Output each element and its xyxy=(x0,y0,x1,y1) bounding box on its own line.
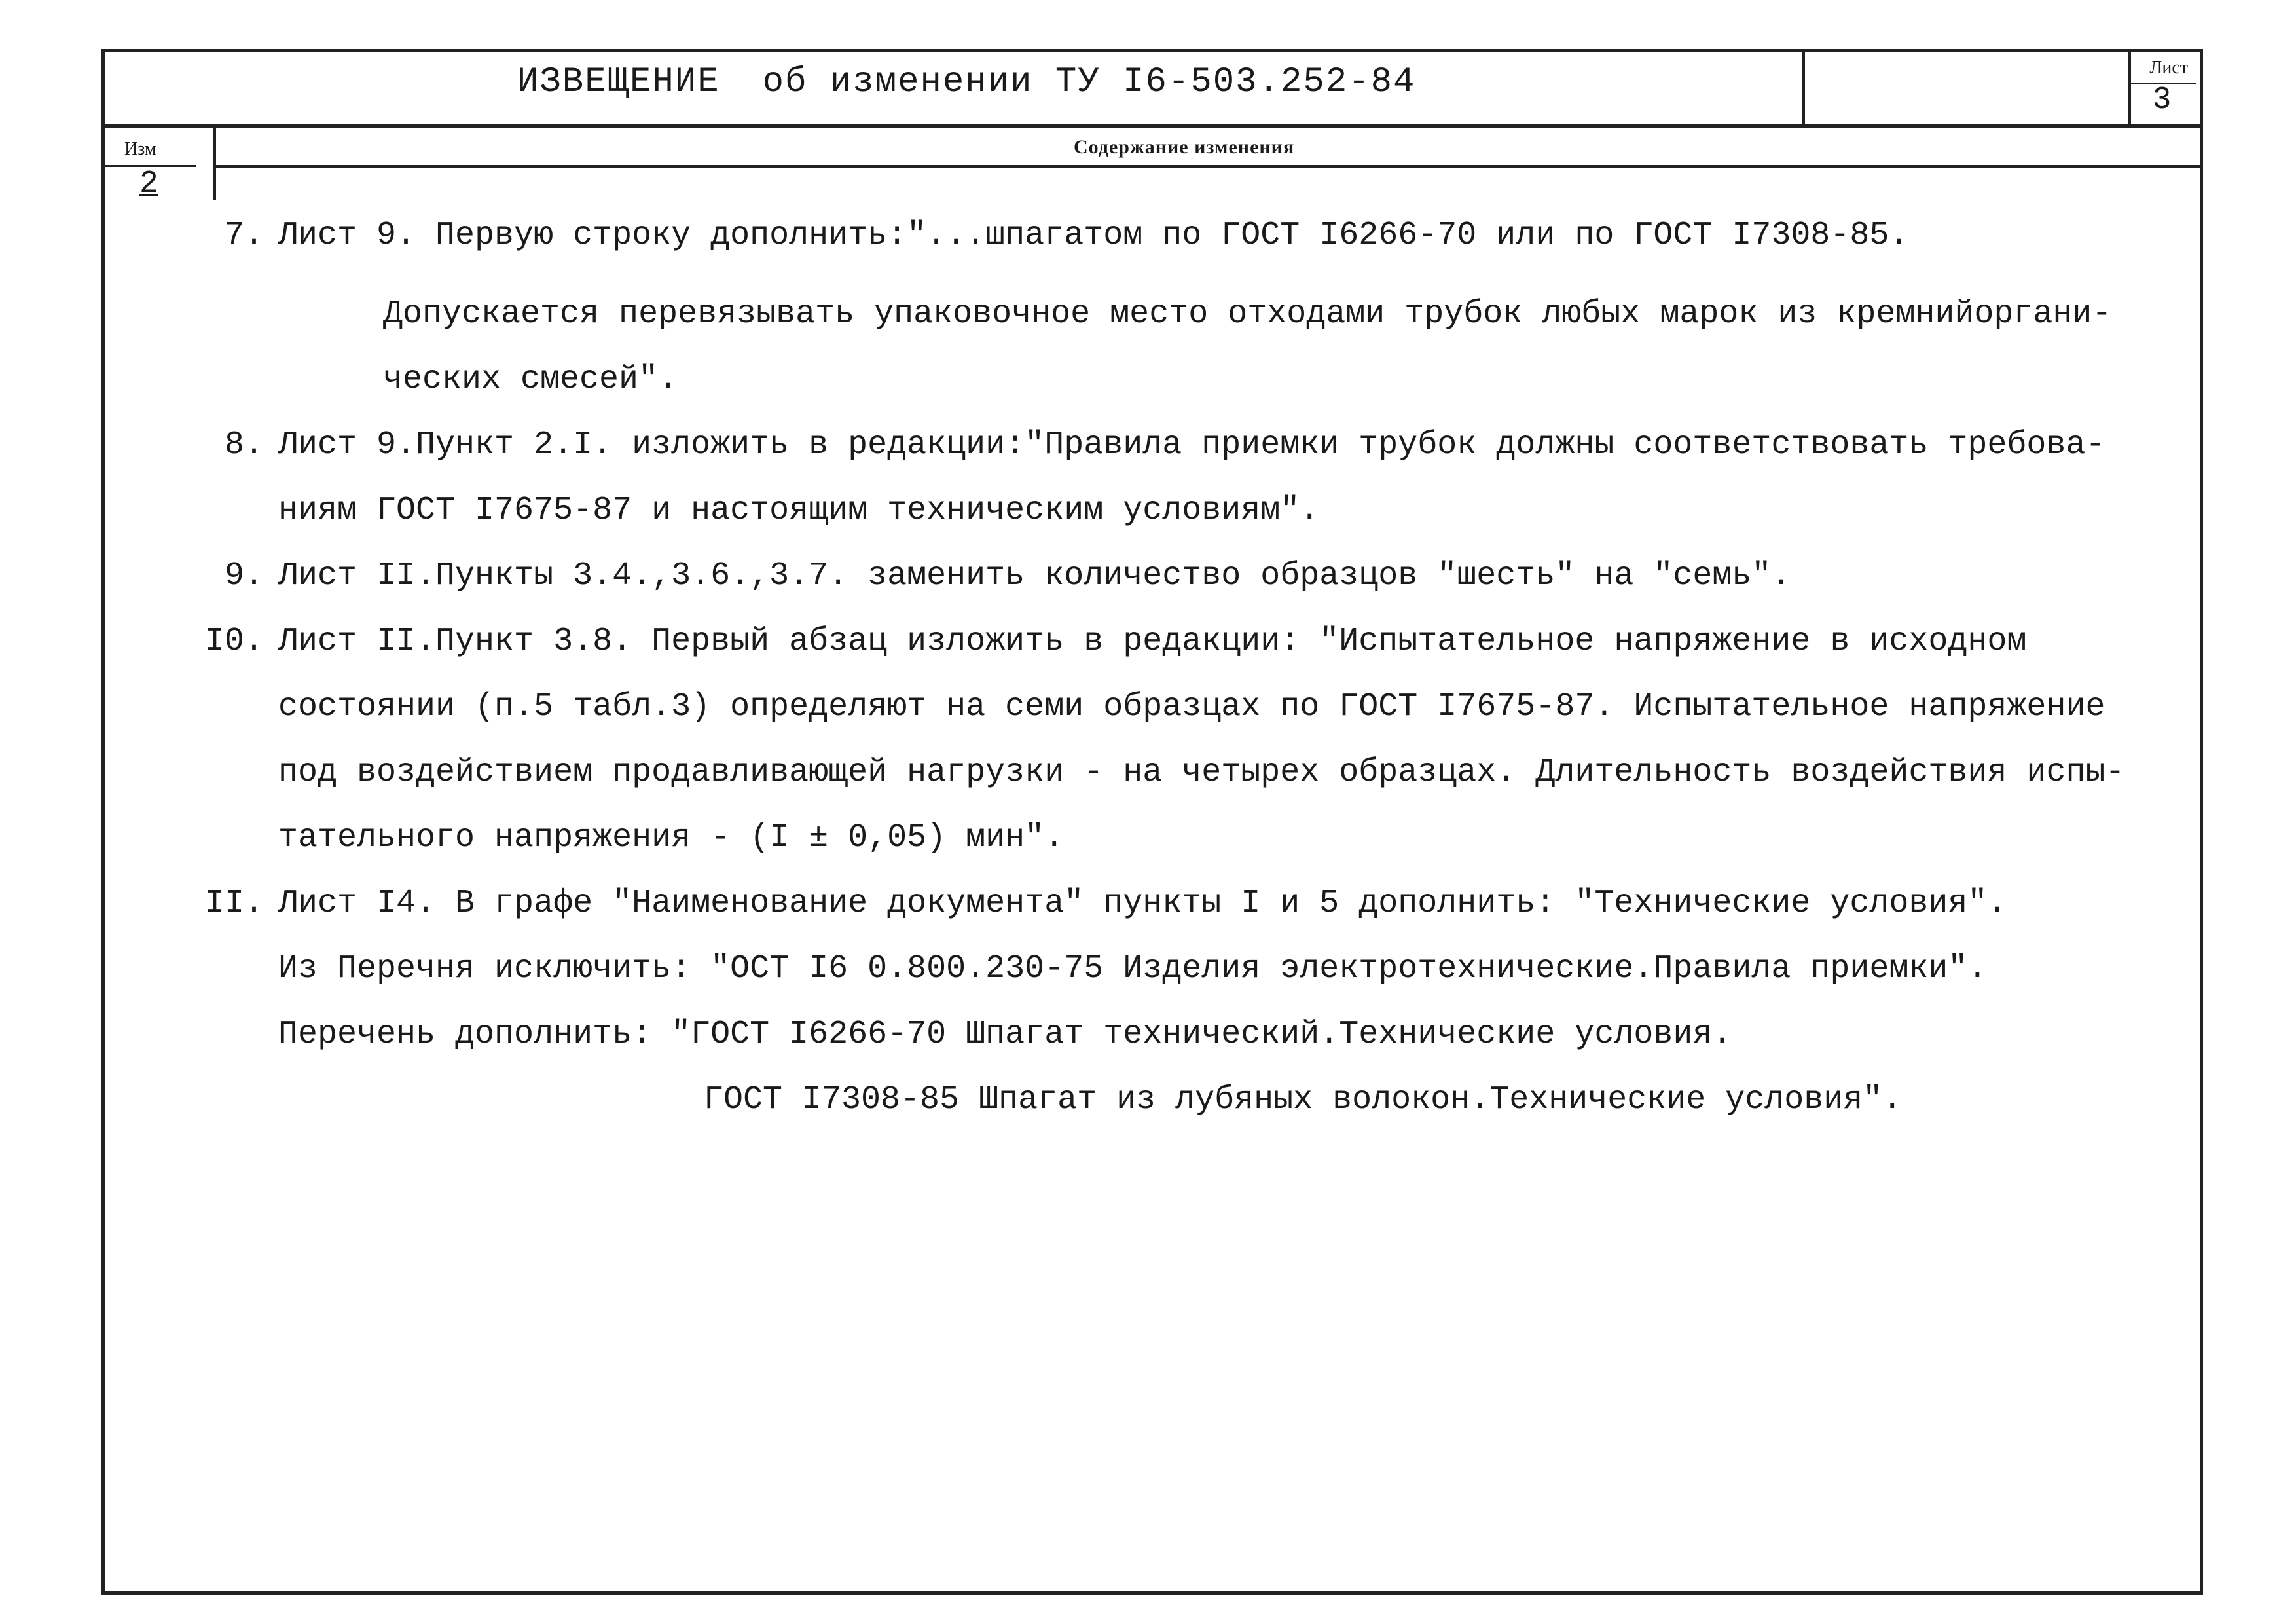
item-number: 7. xyxy=(224,217,264,254)
content-header-divider xyxy=(213,165,2200,168)
sheet-label: Лист xyxy=(2149,58,2188,78)
item-line: Лист 9.Пункт 2.I. изложить в редакции:"Правила приемки трубок должны соответствовать требова- xyxy=(278,426,2105,464)
sheet-number: 3 xyxy=(2152,83,2172,118)
change-item-11-continuation xyxy=(704,1067,1902,1133)
item-line: Лист II.Пункт 3.8. Первый абзац изложить в редакции: "Испытательное напряжение в исходном xyxy=(278,623,2027,660)
item-line: Лист II.Пункты 3.4.,3.6.,3.7. заменить количество образцов "шесть" на "семь". xyxy=(278,557,1791,595)
title-notice: ИЗВЕЩЕНИЕ xyxy=(517,62,720,102)
item-number: II. xyxy=(204,885,264,922)
title-cell-divider xyxy=(1802,52,1805,124)
revision-label: Изм xyxy=(124,139,156,159)
revision-cell-divider xyxy=(213,128,216,200)
item-line: Перечень дополнить: "ГОСТ I6266-70 Шпагат технический.Технические условия. xyxy=(278,1016,1732,1053)
header-divider xyxy=(101,124,2200,128)
change-item-11 xyxy=(204,871,2007,1067)
item-line: Лист I4. В графе "Наименование документа" пункты I и 5 дополнить: "Технические условия". xyxy=(278,885,2007,922)
sheet-cell-divider xyxy=(2128,52,2131,124)
item-line: Из Перечня исключить: "ОСТ I6 0.800.230-75 Изделия электротехнические.Правила приемки". xyxy=(278,950,1988,987)
item-line: под воздействием продавливающей нагрузки - на четырех образцах. Длительность воздействия испы- xyxy=(278,754,2125,791)
item-line: состоянии (п.5 табл.3) определяют на семи образцах по ГОСТ I7675-87. Испытательное напряжение xyxy=(278,688,2105,726)
change-item-7 xyxy=(224,203,1909,268)
item-line: Допускается перевязывать упаковочное место отходами трубок любых марок из кремнийоргани- xyxy=(383,295,2112,333)
item-line: ниям ГОСТ I7675-87 и настоящим техническим условиям". xyxy=(278,492,1320,529)
content-header: Содержание изменения xyxy=(1074,136,1295,158)
item-line: ческих смесей". xyxy=(383,361,678,398)
revision-number: 2 xyxy=(139,166,158,202)
item-line: ГОСТ I7308-85 Шпагат из лубяных волокон.Технические условия". xyxy=(704,1081,1903,1118)
item-line: тательного напряжения - (I ± 0,05) мин". xyxy=(278,819,1065,857)
top-border xyxy=(101,49,2200,52)
item-line: Лист 9. Первую строку дополнить:"...шпагатом по ГОСТ I6266-70 или по ГОСТ I7308-85. xyxy=(278,217,1909,254)
change-item-7-continuation xyxy=(383,282,2111,413)
item-number: I0. xyxy=(204,623,264,660)
change-item-10 xyxy=(204,609,2125,871)
change-item-8 xyxy=(224,413,2105,544)
title-subject: об изменении ТУ I6-503.252-84 xyxy=(762,62,1416,102)
item-number: 8. xyxy=(224,426,264,464)
document-title xyxy=(517,62,1415,102)
item-number: 9. xyxy=(224,557,264,595)
change-item-9 xyxy=(224,544,1791,609)
bottom-border xyxy=(101,1591,2200,1595)
